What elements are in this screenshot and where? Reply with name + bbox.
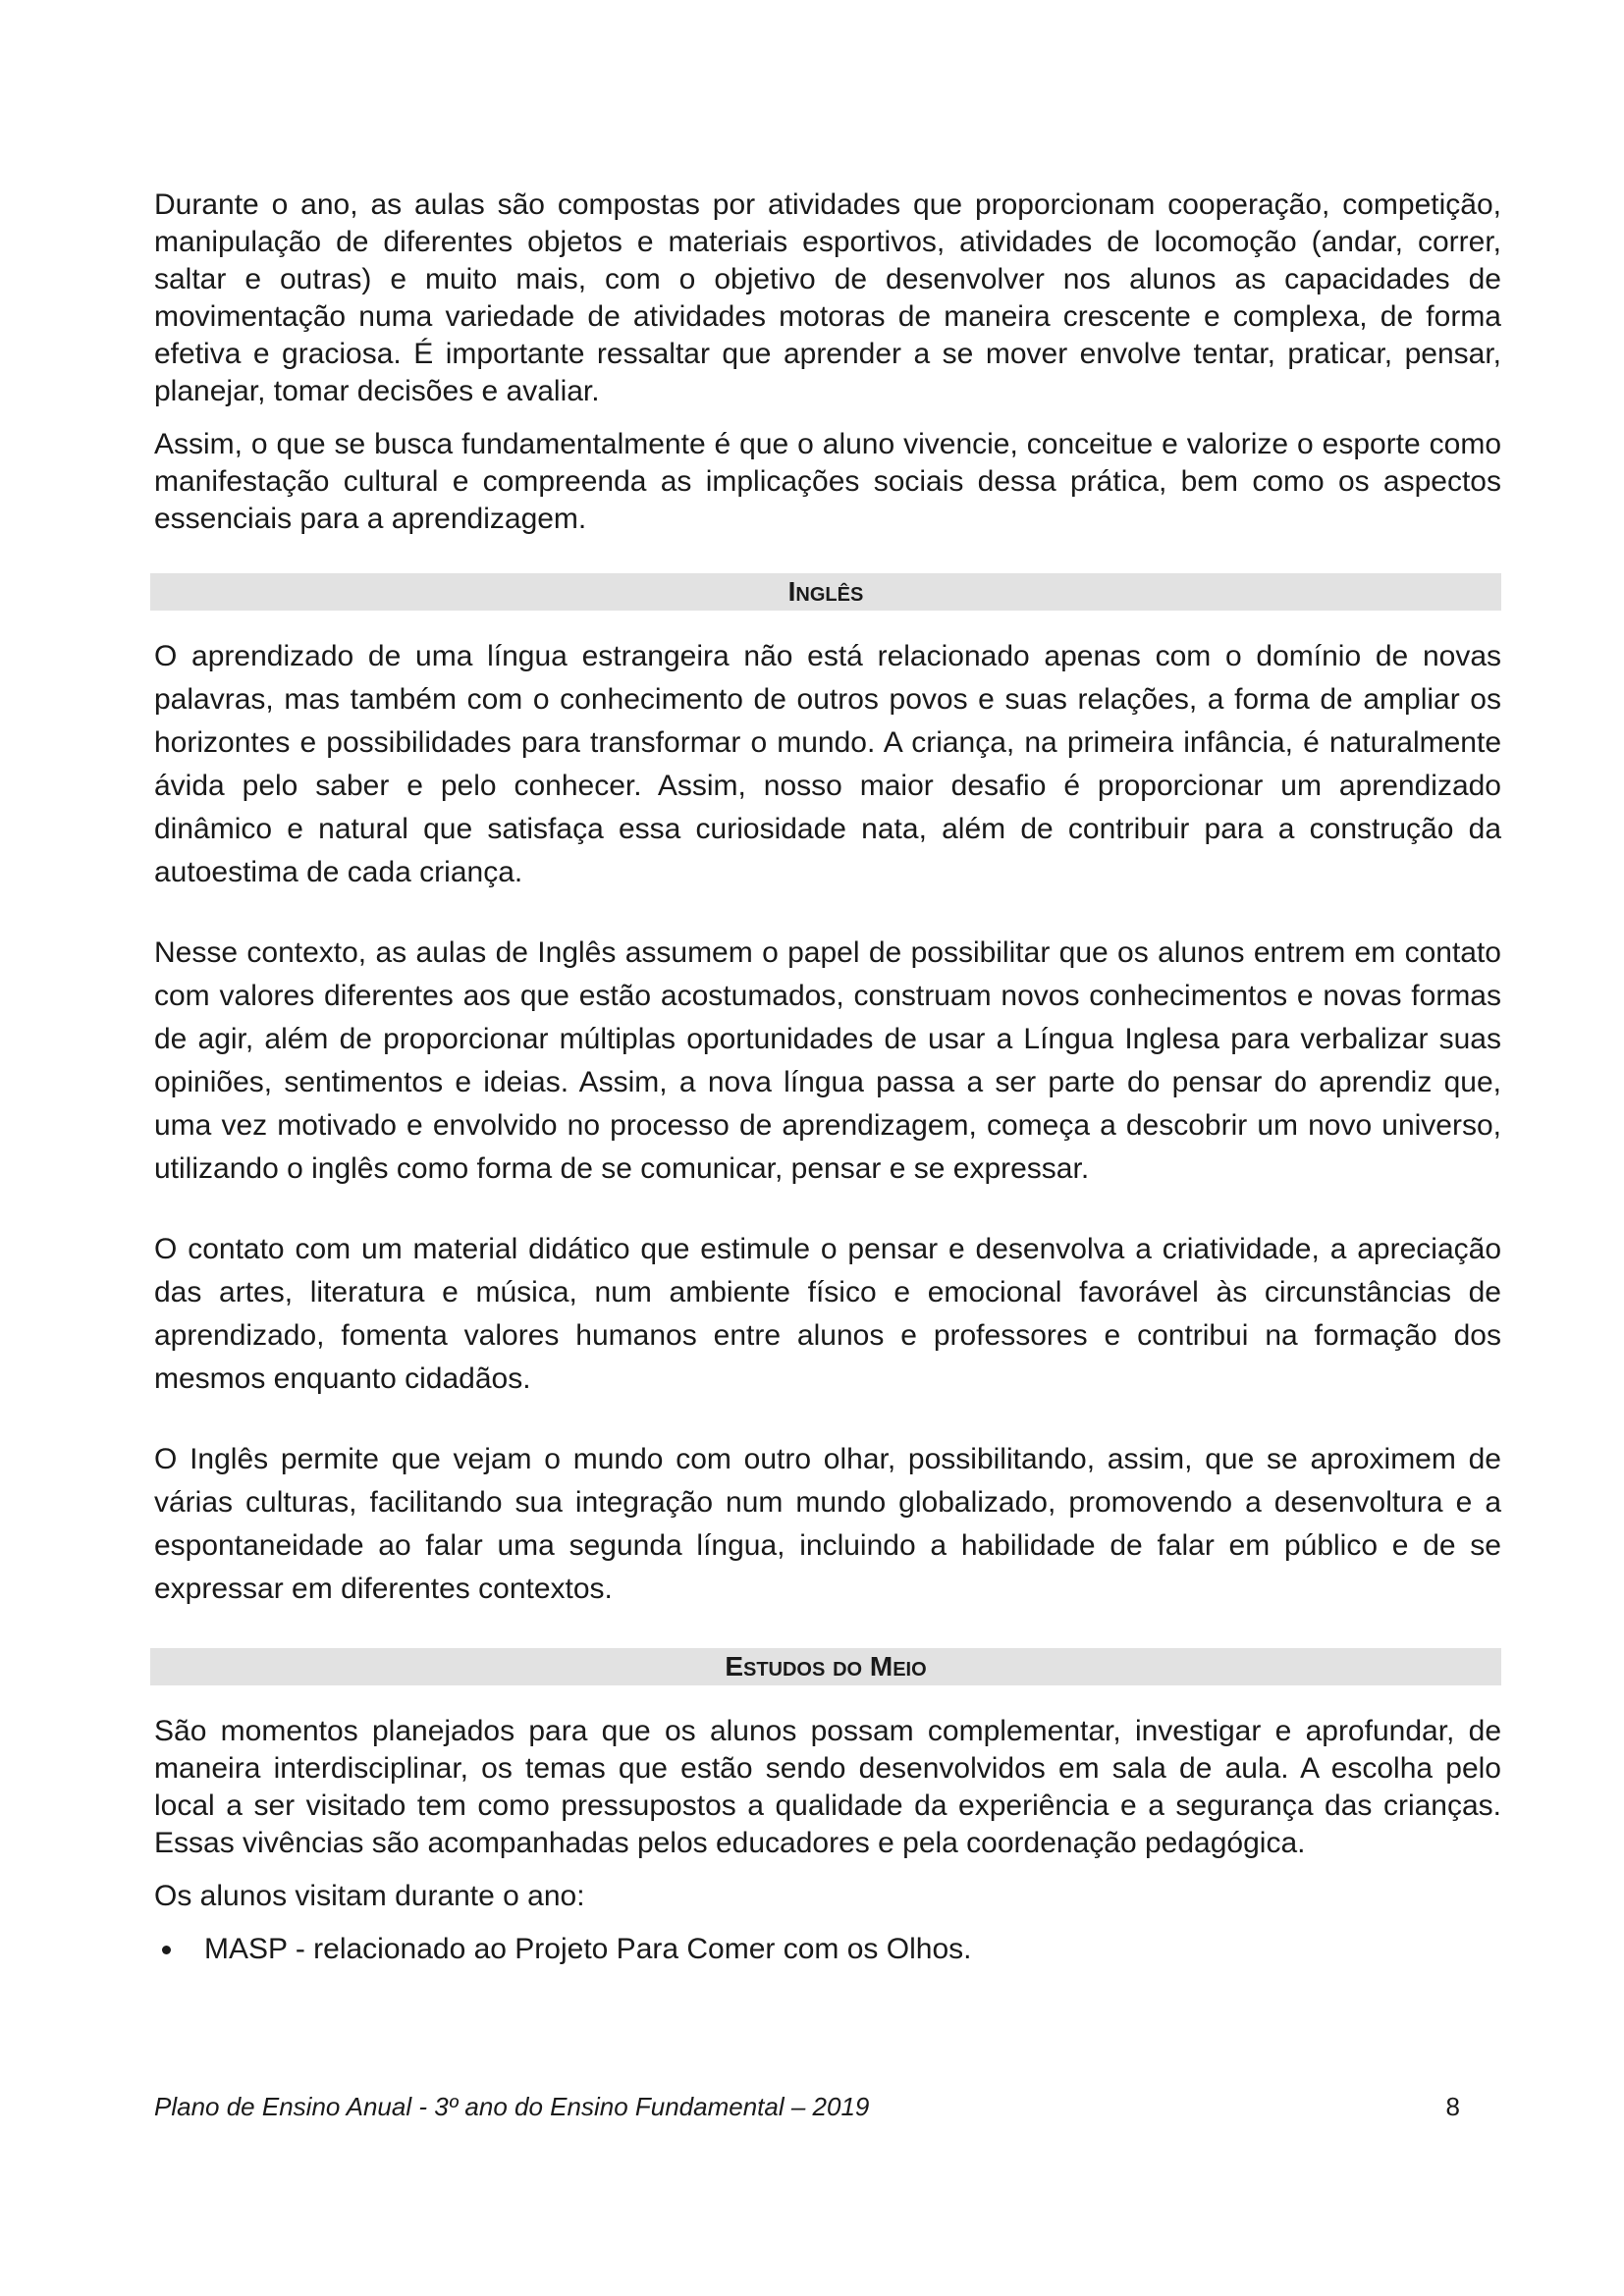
page-number: 8 <box>1445 2092 1460 2121</box>
list-item <box>154 1931 1501 1968</box>
paragraph-educacao-fisica-1: Durante o ano, as aulas são compostas por atividades que proporcionam cooperação, competição, manipulação de diferentes objetos e materiais esportivos, atividades de locomoção (andar, correr, saltar e outras) e muito mais, com o objetivo de desenvolver nos alunos as capacidades de movimentação numa variedade de atividades motoras de maneira crescente e complexa, de forma efetiva e graciosa. É importante ressaltar que aprender a se mover envolve tentar, praticar, pensar, planejar, tomar decisões e avaliar. <box>154 188 1501 407</box>
paragraph-ingles-2: Nesse contexto, as aulas de Inglês assumem o papel de possibilitar que os alunos entrem em contato com valores diferentes aos que estão acostumados, construam novos conhecimentos e novas formas de agir, além de proporcionar múltiplas oportunidades de usar a Língua Inglesa para verbalizar suas opiniões, sentimentos e ideias. Assim, a nova língua passa a ser parte do pensar do aprendiz que, uma vez motivado e envolvido no processo de aprendizagem, começa a descobrir um novo universo, utilizando o inglês como forma de se comunicar, pensar e se expressar. <box>154 936 1501 1185</box>
footer-text: Plano de Ensino Anual - 3º ano do Ensino Fundamental – 2019 <box>154 2092 870 2121</box>
paragraph-estudos-1: São momentos planejados para que os alunos possam complementar, investigar e aprofundar, de maneira interdisciplinar, os temas que estão sendo desenvolvidos em sala de aula. A escolha pelo local a ser visitado tem como pressupostos a qualidade da experiência e a segurança das crianças. Essas vivências são acompanhadas pelos educadores e pela coordenação pedagógica. <box>154 1715 1501 1859</box>
paragraph-ingles-4: O Inglês permite que vejam o mundo com outro olhar, possibilitando, assim, que se aproximem de várias culturas, facilitando sua integração num mundo globalizado, promovendo a desenvoltura e a espontaneidade ao falar uma segunda língua, incluindo a habilidade de falar em público e de se expressar em diferentes contextos. <box>154 1443 1501 1605</box>
paragraph-ingles-3: O contato com um material didático que estimule o pensar e desenvolva a criatividade, a apreciação das artes, literatura e música, num ambiente físico e emocional favorável às circunstâncias de aprendizado, fomenta valores humanos entre alunos e professores e contribui na formação dos mesmos enquanto cidadãos. <box>154 1233 1501 1395</box>
page-footer <box>154 2092 1460 2122</box>
bullet-icon <box>162 1946 171 1954</box>
paragraph-ingles-1: O aprendizado de uma língua estrangeira não está relacionado apenas com o domínio de novas palavras, mas também com o conhecimento de outros povos e suas relações, a forma de ampliar os horizontes e possibilidades para transformar o mundo. A criança, na primeira infância, é naturalmente ávida pelo saber e pelo conhecer. Assim, nosso maior desafio é proporcionar um aprendizado dinâmico e natural que satisfaça essa curiosidade nata, além de contribuir para a construção da autoestima de cada criança. <box>154 640 1501 888</box>
visits-list <box>154 1931 1501 1968</box>
document-page <box>154 187 1501 1968</box>
list-item-text: MASP - relacionado ao Projeto Para Comer com os Olhos. <box>204 1933 972 1965</box>
section-header-estudos-do-meio: Estudos do Meio <box>150 1648 1501 1685</box>
paragraph-educacao-fisica-2: Assim, o que se busca fundamentalmente é que o aluno vivencie, conceitue e valorize o esporte como manifestação cultural e compreenda as implicações sociais dessa prática, bem como os aspectos essenciais para a aprendizagem. <box>154 428 1501 535</box>
paragraph-estudos-2: Os alunos visitam durante o ano: <box>154 1880 585 1912</box>
section-header-ingles: Inglês <box>150 573 1501 611</box>
